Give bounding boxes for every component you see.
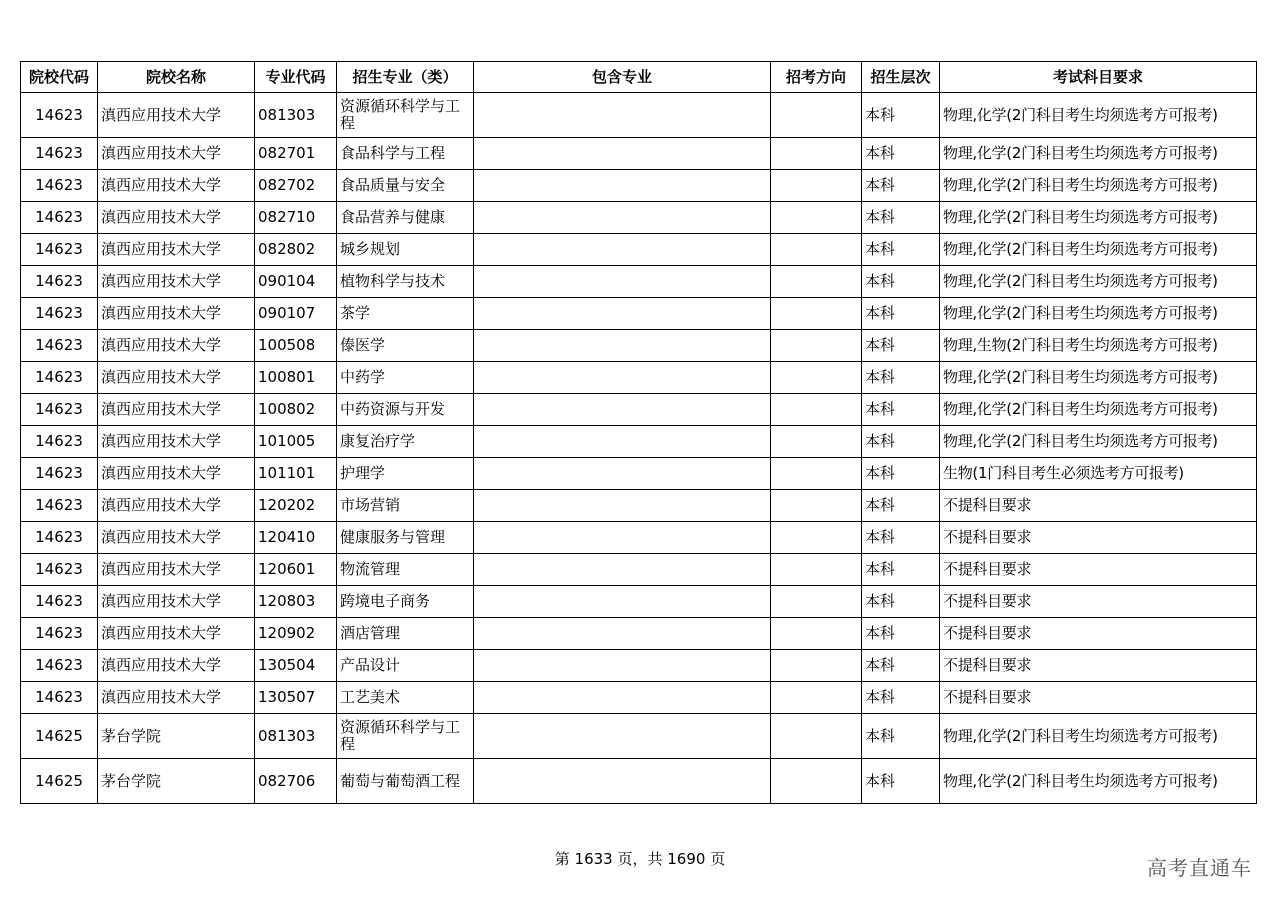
cell-level: 本科 [862,458,940,490]
cell-school-code: 14623 [21,266,98,298]
cell-requirement: 物理,化学(2门科目考生均须选考方可报考) [940,394,1257,426]
table-row [21,298,1257,330]
cell-major-code: 082701 [255,138,337,170]
cell-level: 本科 [862,298,940,330]
cell-school-code: 14623 [21,234,98,266]
cell-requirement: 不提科目要求 [940,650,1257,682]
cell-major: 食品营养与健康 [337,202,474,234]
cell-level: 本科 [862,682,940,714]
cell-requirement: 不提科目要求 [940,618,1257,650]
cell-level: 本科 [862,234,940,266]
cell-included-majors [474,330,771,362]
cell-school-code: 14623 [21,426,98,458]
cell-school-name: 滇西应用技术大学 [98,490,255,522]
cell-included-majors [474,170,771,202]
cell-major-code: 081303 [255,93,337,138]
cell-school-code: 14623 [21,554,98,586]
table-row [21,682,1257,714]
table-row [21,394,1257,426]
cell-major-code: 120902 [255,618,337,650]
cell-direction [771,93,862,138]
cell-direction [771,554,862,586]
cell-major: 中药学 [337,362,474,394]
cell-school-code: 14623 [21,522,98,554]
cell-direction [771,394,862,426]
cell-direction [771,298,862,330]
cell-school-name: 滇西应用技术大学 [98,554,255,586]
cell-major-code: 082710 [255,202,337,234]
cell-included-majors [474,522,771,554]
table-row [21,426,1257,458]
cell-school-code: 14623 [21,362,98,394]
cell-direction [771,522,862,554]
cell-school-name: 滇西应用技术大学 [98,650,255,682]
cell-major-code: 100802 [255,394,337,426]
cell-major-code: 120202 [255,490,337,522]
table-row [21,330,1257,362]
table-row [21,490,1257,522]
table-row [21,266,1257,298]
cell-included-majors [474,362,771,394]
cell-major: 产品设计 [337,650,474,682]
cell-requirement: 物理,化学(2门科目考生均须选考方可报考) [940,266,1257,298]
cell-level: 本科 [862,650,940,682]
table-row [21,554,1257,586]
cell-school-name: 滇西应用技术大学 [98,234,255,266]
cell-major: 植物科学与技术 [337,266,474,298]
cell-school-name: 滇西应用技术大学 [98,458,255,490]
cell-school-name: 滇西应用技术大学 [98,362,255,394]
cell-included-majors [474,426,771,458]
cell-direction [771,234,862,266]
cell-requirement: 物理,化学(2门科目考生均须选考方可报考) [940,138,1257,170]
cell-requirement: 不提科目要求 [940,586,1257,618]
cell-direction [771,458,862,490]
cell-requirement: 不提科目要求 [940,682,1257,714]
cell-direction [771,170,862,202]
page-footer: 第 1633 页，共 1690 页 [554,850,726,868]
cell-level: 本科 [862,586,940,618]
cell-school-name: 滇西应用技术大学 [98,266,255,298]
cell-major-code: 130507 [255,682,337,714]
cell-level: 本科 [862,362,940,394]
table-row [21,618,1257,650]
cell-major-code: 120803 [255,586,337,618]
table-row [21,458,1257,490]
cell-school-code: 14623 [21,490,98,522]
table-row [21,362,1257,394]
cell-included-majors [474,714,771,759]
cell-requirement: 物理,化学(2门科目考生均须选考方可报考) [940,426,1257,458]
table-row [21,170,1257,202]
cell-major-code: 100508 [255,330,337,362]
cell-included-majors [474,650,771,682]
header-level: 招生层次 [862,62,940,93]
cell-school-name: 滇西应用技术大学 [98,170,255,202]
cell-major: 物流管理 [337,554,474,586]
cell-school-name: 滇西应用技术大学 [98,202,255,234]
cell-major: 食品科学与工程 [337,138,474,170]
table-row [21,522,1257,554]
cell-school-code: 14625 [21,714,98,759]
header-row [21,62,1257,93]
cell-direction [771,202,862,234]
header-direction: 招考方向 [771,62,862,93]
cell-major: 食品质量与安全 [337,170,474,202]
cell-included-majors [474,394,771,426]
cell-school-name: 滇西应用技术大学 [98,682,255,714]
cell-school-name: 滇西应用技术大学 [98,426,255,458]
watermark: 高考直通车 [1147,856,1252,880]
table-row [21,234,1257,266]
cell-major-code: 090107 [255,298,337,330]
table-row [21,93,1257,138]
cell-level: 本科 [862,330,940,362]
cell-school-name: 滇西应用技术大学 [98,330,255,362]
cell-major: 中药资源与开发 [337,394,474,426]
cell-major: 茶学 [337,298,474,330]
cell-level: 本科 [862,426,940,458]
cell-included-majors [474,554,771,586]
cell-level: 本科 [862,618,940,650]
cell-requirement: 物理,化学(2门科目考生均须选考方可报考) [940,759,1257,804]
cell-included-majors [474,202,771,234]
cell-requirement: 不提科目要求 [940,522,1257,554]
cell-major-code: 082802 [255,234,337,266]
cell-major-code: 101101 [255,458,337,490]
cell-included-majors [474,266,771,298]
cell-school-name: 滇西应用技术大学 [98,522,255,554]
cell-included-majors [474,586,771,618]
cell-school-code: 14625 [21,759,98,804]
cell-school-name: 茅台学院 [98,714,255,759]
cell-major-code: 101005 [255,426,337,458]
cell-direction [771,714,862,759]
cell-major: 资源循环科学与工程 [337,714,474,759]
cell-school-code: 14623 [21,618,98,650]
cell-level: 本科 [862,394,940,426]
cell-major-code: 120601 [255,554,337,586]
cell-major: 酒店管理 [337,618,474,650]
cell-school-code: 14623 [21,650,98,682]
cell-major: 市场营销 [337,490,474,522]
cell-school-name: 滇西应用技术大学 [98,298,255,330]
cell-level: 本科 [862,714,940,759]
cell-requirement: 物理,化学(2门科目考生均须选考方可报考) [940,362,1257,394]
cell-school-code: 14623 [21,93,98,138]
cell-direction [771,650,862,682]
cell-included-majors [474,759,771,804]
cell-requirement: 物理,化学(2门科目考生均须选考方可报考) [940,170,1257,202]
cell-included-majors [474,490,771,522]
cell-included-majors [474,298,771,330]
cell-school-name: 滇西应用技术大学 [98,394,255,426]
cell-direction [771,682,862,714]
cell-school-code: 14623 [21,138,98,170]
cell-direction [771,330,862,362]
cell-school-name: 茅台学院 [98,759,255,804]
cell-included-majors [474,93,771,138]
cell-school-code: 14623 [21,458,98,490]
cell-level: 本科 [862,554,940,586]
cell-direction [771,586,862,618]
cell-included-majors [474,234,771,266]
cell-school-name: 滇西应用技术大学 [98,586,255,618]
cell-major-code: 082702 [255,170,337,202]
header-school-name: 院校名称 [98,62,255,93]
header-major-code: 专业代码 [255,62,337,93]
cell-requirement: 不提科目要求 [940,490,1257,522]
cell-major: 跨境电子商务 [337,586,474,618]
cell-major: 傣医学 [337,330,474,362]
table-body [21,93,1257,804]
cell-school-name: 滇西应用技术大学 [98,93,255,138]
table-row [21,759,1257,804]
cell-school-name: 滇西应用技术大学 [98,618,255,650]
table-row [21,202,1257,234]
cell-included-majors [474,618,771,650]
cell-requirement: 物理,化学(2门科目考生均须选考方可报考) [940,234,1257,266]
cell-major-code: 120410 [255,522,337,554]
cell-requirement: 物理,化学(2门科目考生均须选考方可报考) [940,202,1257,234]
cell-school-code: 14623 [21,170,98,202]
header-included-majors: 包含专业 [474,62,771,93]
cell-school-code: 14623 [21,682,98,714]
cell-direction [771,618,862,650]
cell-level: 本科 [862,138,940,170]
cell-major: 康复治疗学 [337,426,474,458]
table-row [21,714,1257,759]
cell-direction [771,490,862,522]
cell-major-code: 081303 [255,714,337,759]
table-row [21,650,1257,682]
cell-major: 城乡规划 [337,234,474,266]
cell-level: 本科 [862,202,940,234]
cell-direction [771,759,862,804]
table-row [21,138,1257,170]
header-major: 招生专业（类） [337,62,474,93]
cell-direction [771,266,862,298]
cell-school-code: 14623 [21,394,98,426]
cell-requirement: 生物(1门科目考生必须选考方可报考) [940,458,1257,490]
cell-major: 健康服务与管理 [337,522,474,554]
header-school-code: 院校代码 [21,62,98,93]
cell-school-code: 14623 [21,202,98,234]
cell-level: 本科 [862,170,940,202]
cell-school-name: 滇西应用技术大学 [98,138,255,170]
cell-level: 本科 [862,490,940,522]
cell-major: 工艺美术 [337,682,474,714]
cell-major-code: 130504 [255,650,337,682]
cell-major-code: 090104 [255,266,337,298]
cell-school-code: 14623 [21,586,98,618]
cell-included-majors [474,138,771,170]
cell-school-code: 14623 [21,330,98,362]
cell-included-majors [474,682,771,714]
cell-direction [771,426,862,458]
cell-level: 本科 [862,93,940,138]
admission-table [20,61,1257,804]
cell-major-code: 100801 [255,362,337,394]
cell-requirement: 物理,化学(2门科目考生均须选考方可报考) [940,714,1257,759]
cell-major: 护理学 [337,458,474,490]
cell-direction [771,138,862,170]
cell-major-code: 082706 [255,759,337,804]
cell-school-code: 14623 [21,298,98,330]
cell-included-majors [474,458,771,490]
cell-direction [771,362,862,394]
table-row [21,586,1257,618]
cell-requirement: 物理,化学(2门科目考生均须选考方可报考) [940,298,1257,330]
cell-level: 本科 [862,266,940,298]
cell-requirement: 物理,化学(2门科目考生均须选考方可报考) [940,93,1257,138]
cell-level: 本科 [862,759,940,804]
cell-level: 本科 [862,522,940,554]
cell-major: 资源循环科学与工程 [337,93,474,138]
cell-major: 葡萄与葡萄酒工程 [337,759,474,804]
cell-requirement: 不提科目要求 [940,554,1257,586]
cell-requirement: 物理,生物(2门科目考生均须选考方可报考) [940,330,1257,362]
header-requirement: 考试科目要求 [940,62,1257,93]
